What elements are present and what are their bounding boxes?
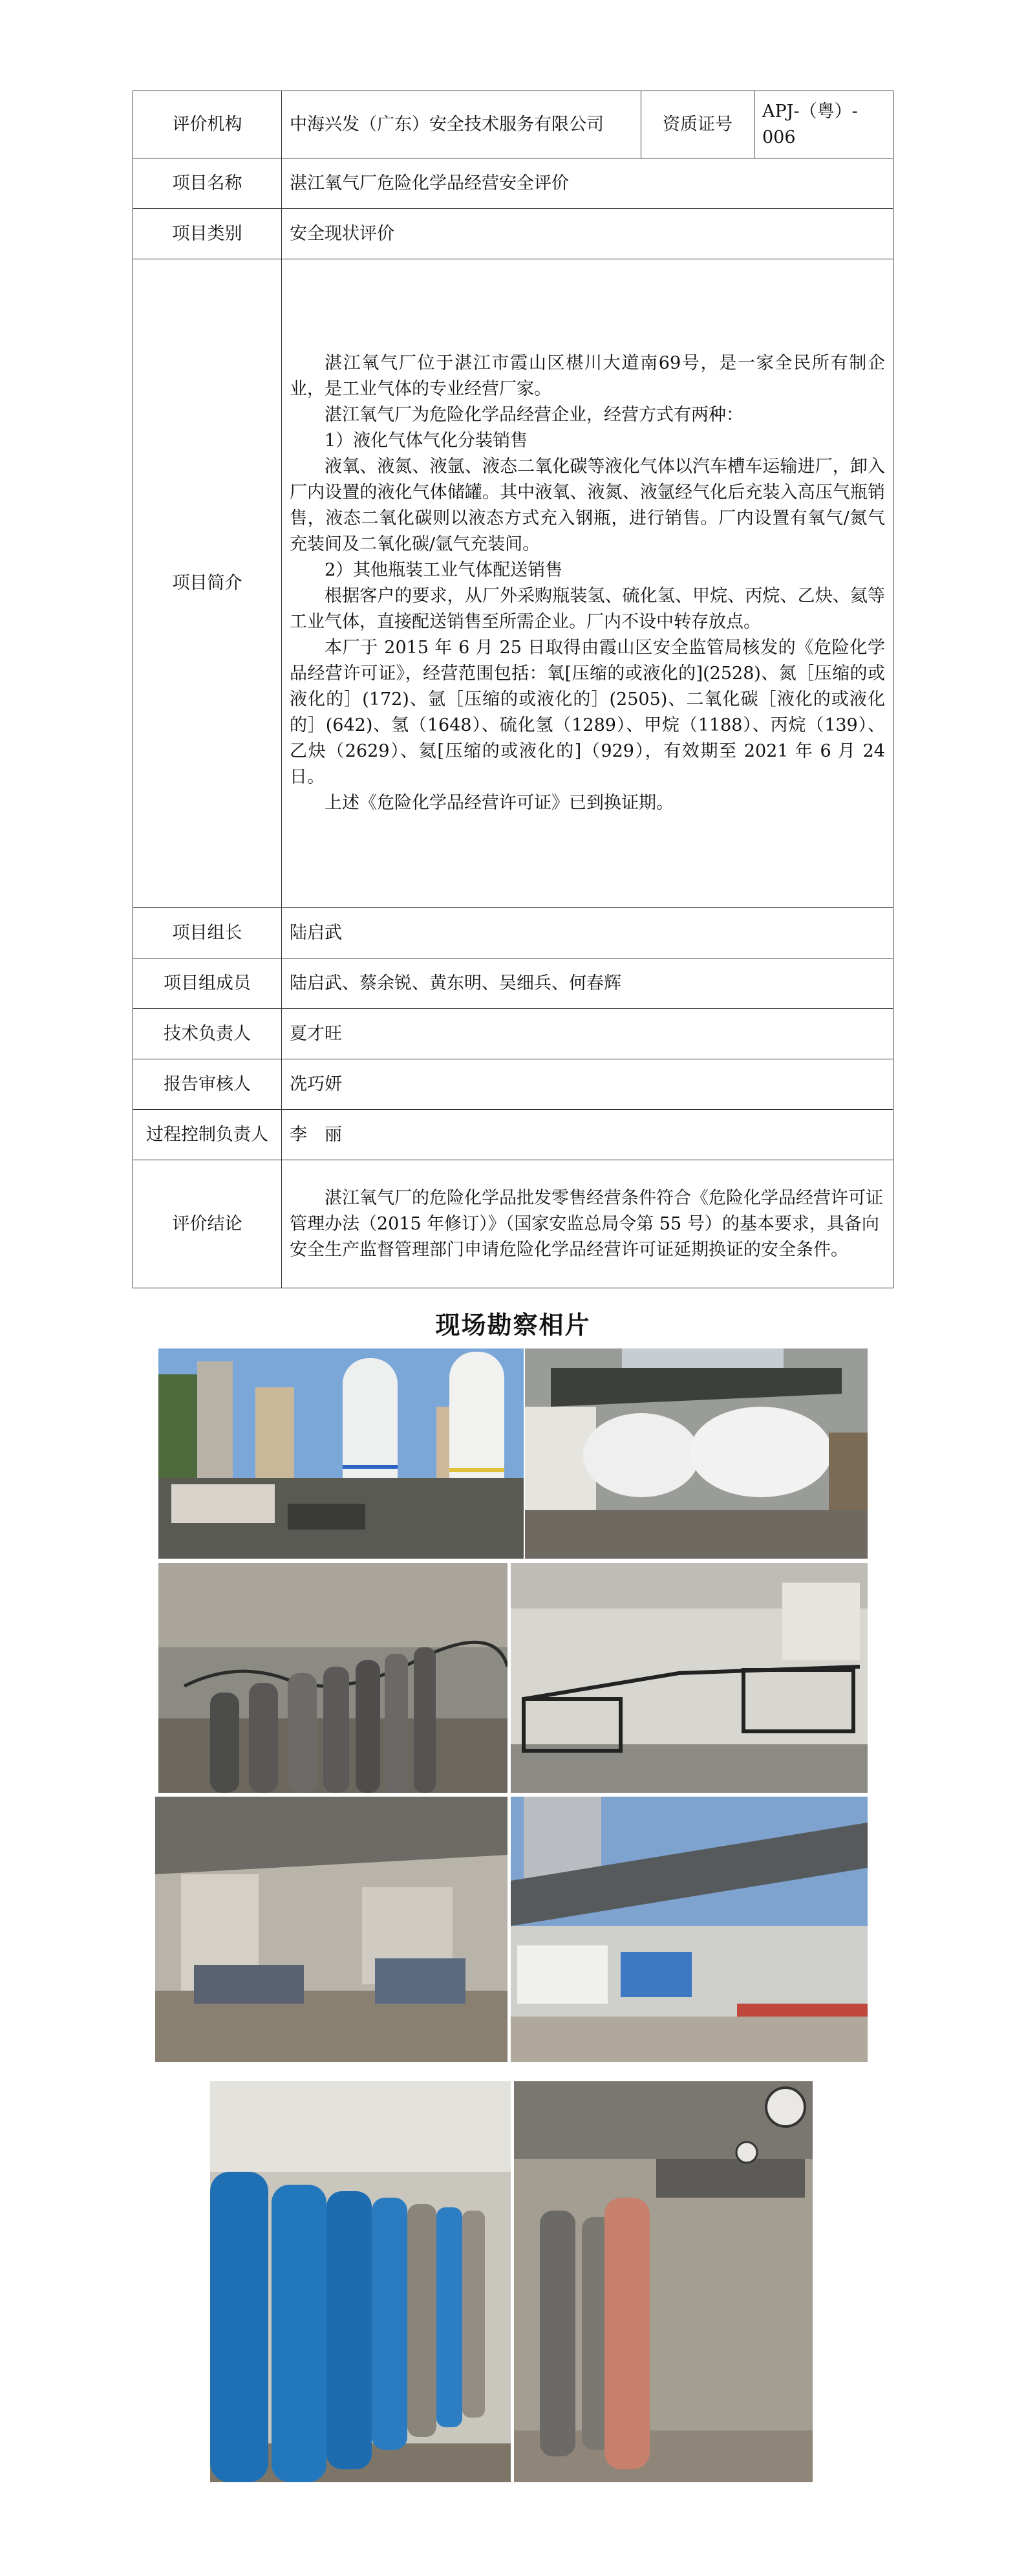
intro-paragraph: 2）其他瓶装工业气体配送销售 <box>325 560 563 580</box>
site-photo-cylinder-rack-gauges <box>514 2081 813 2482</box>
reviewer-value: 冼巧妍 <box>282 1059 893 1110</box>
tech-lead-value: 夏才旺 <box>282 1009 893 1059</box>
conclusion-label: 评价结论 <box>133 1160 282 1288</box>
project-name-value: 湛江氧气厂危险化学品经营安全评价 <box>282 158 893 209</box>
evaluation-info-table <box>133 91 893 1288</box>
intro-paragraph: 本厂于 2015 年 6 月 25 日取得由霞山区安全监管局核发的《危险化学品经营许可证》，经营范围包括：氧[压缩的或液化的](2528)、氮［压缩的或液化的］(172)、氩［压缩的或液化的］(2505)、二氧化碳［液化的或液化的］(642)、氢（1648）、硫化氢（1289）、甲烷（1188）、丙烷（139）、乙炔（2629）、氦[压缩的或液化的]（929），有效期至 2021 年 6 月 24 日。 <box>290 638 885 787</box>
intro-paragraph: 湛江氧气厂为危险化学品经营企业，经营方式有两种： <box>325 405 743 425</box>
project-intro <box>282 259 893 908</box>
intro-paragraph: 湛江氧气厂位于湛江市霞山区椹川大道南69号，是一家全民所有制企业，是工业气体的专业经营厂家。 <box>290 353 885 399</box>
leader-label: 项目组长 <box>133 908 282 958</box>
site-photo-warehouse-interior <box>155 1797 508 2062</box>
site-photo-blue-cylinders <box>210 2081 511 2482</box>
intro-paragraph: 根据客户的要求，从厂外采购瓶装氢、硫化氢、甲烷、丙烷、乙炔、氦等工业气体，直接配送销售至所需企业。厂内不设中转存放点。 <box>290 586 885 632</box>
site-photo-cylinder-manifold-1 <box>158 1563 508 1793</box>
members-value: 陆启武、蔡余锐、黄东明、吴细兵、何春辉 <box>282 958 893 1009</box>
process-control-label: 过程控制负责人 <box>133 1110 282 1160</box>
site-photo-cylinder-manifold-2 <box>511 1563 868 1793</box>
org-label: 评价机构 <box>133 91 282 158</box>
members-label: 项目组成员 <box>133 958 282 1009</box>
project-type-label: 项目类别 <box>133 209 282 259</box>
site-photo-storage-tanks <box>158 1348 524 1559</box>
intro-paragraph: 液氧、液氮、液氩、液态二氧化碳等液化气体以汽车槽车运输进厂，卸入厂内设置的液化气体储罐。其中液氧、液氮、液氩经气化后充装入高压气瓶销售，液态二氧化碳则以液态方式充入钢瓶，进行销售。厂内设置有氧气/氮气充装间及二氧化碳/氩气充装间。 <box>290 457 885 554</box>
cert-value: APJ-（粤）- 006 <box>754 91 893 158</box>
project-type-value: 安全现状评价 <box>282 209 893 259</box>
project-name-label: 项目名称 <box>133 158 282 209</box>
site-photo-filling-yard <box>511 1797 868 2062</box>
org-value: 中海兴发（广东）安全技术服务有限公司 <box>282 91 641 158</box>
leader-value: 陆启武 <box>282 908 893 958</box>
intro-paragraph: 上述《危险化学品经营许可证》已到换证期。 <box>325 793 674 813</box>
intro-paragraph: 1）液化气体气化分装销售 <box>325 431 528 451</box>
process-control-value: 李 丽 <box>282 1110 893 1160</box>
photos-title: 现场勘察相片 <box>435 1311 591 1339</box>
project-intro-label: 项目简介 <box>133 259 282 908</box>
site-photo-horizontal-tanks <box>525 1348 868 1559</box>
tech-lead-label: 技术负责人 <box>133 1009 282 1059</box>
conclusion-value: 湛江氧气厂的危险化学品批发零售经营条件符合《危险化学品经营许可证管理办法（2015 年修订）》（国家安监总局令第 55 号）的基本要求，具备向安全生产监督管理部门申请危险化学品经营许可证延期换证的安全条件。 <box>282 1160 893 1288</box>
cert-label: 资质证号 <box>641 91 754 158</box>
reviewer-label: 报告审核人 <box>133 1059 282 1110</box>
